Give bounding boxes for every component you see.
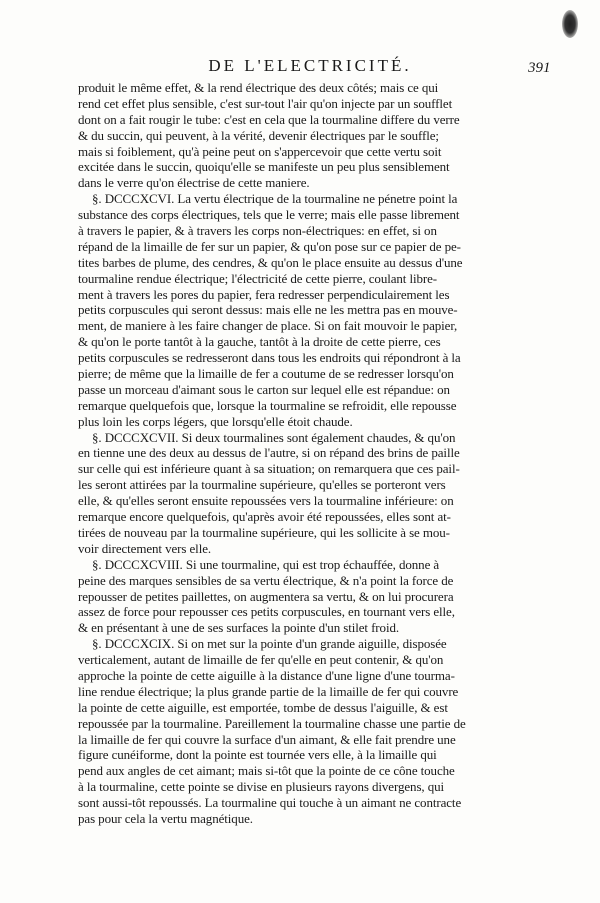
text-line: excitée dans le succin, quoiqu'elle se manifeste un peu plus sensiblement (78, 159, 450, 175)
text-line: pend aux angles de cet aimant; mais si-tôt que la pointe de ce cône touche (78, 763, 455, 779)
text-line: les seront attirées par la tourmaline supérieure, qu'elles se porteront vers (78, 477, 446, 493)
text-line: petits corpuscules se redresseront dans tous les endroits qui répondront à la (78, 350, 461, 366)
text-line: mais si foiblement, qu'à peine peut on s'appercevoir que cette vertu soit (78, 143, 442, 159)
text-line: rend cet effet plus sensible, c'est sur-tout l'air qu'on injecte par un soufflet (78, 95, 453, 111)
page-number: 391 (528, 60, 551, 76)
text-line: remarque quelquefois que, lorsque la tourmaline se refroidit, elle repousse (78, 397, 457, 413)
text-line: sur celle qui est inférieure quant à sa situation; on remarquera que ces pail- (78, 461, 460, 477)
text-line: approche la pointe de cette aiguille à la distance d'une ligne d'une tourma- (78, 667, 455, 683)
text-body (78, 80, 530, 827)
text-line: & du succin, qui peuvent, à la vérité, devenir électriques par le souffle; (78, 127, 439, 143)
text-line: §. DCCCXCVI. La vertu électrique de la tourmaline ne pénetre point la (92, 191, 458, 207)
text-line: la pointe de cette aiguille, est emportée, tombe de dessus l'aiguille, & est (78, 699, 448, 715)
text-line: peine des marques sensibles de sa vertu électrique, & n'a point la force de (78, 572, 454, 588)
text-line: pierre; de même que la limaille de fer a coutume de se redresser lorsqu'on (78, 366, 454, 382)
text-line: §. DCCCXCVII. Si deux tourmalines sont également chaudes, & qu'on (92, 429, 456, 445)
text-line: substance des corps électriques, tels que le verre; mais elle passe librement (78, 207, 460, 223)
text-line: repousser de petites paillettes, on augmentera sa vertu, & on lui procurera (78, 588, 454, 604)
text-line: dans le verre qu'on électrise de cette maniere. (78, 175, 310, 191)
text-line: tirées de nouveau par la tourmaline supérieure, qui les sollicite à se mou- (78, 524, 450, 540)
text-line: pas pour cela la vertu magnétique. (78, 810, 253, 826)
text-line: assez de force pour repousser ces petits corpuscules, en tournant vers elle, (78, 604, 455, 620)
text-line: voir directement vers elle. (78, 540, 212, 556)
text-line: & qu'on le porte tantôt à la gauche, tantôt à la droite de cette pierre, ces (78, 334, 441, 350)
text-line: repoussée par la tourmaline. Pareillement la tourmaline chasse une partie de (78, 715, 466, 731)
text-line: produit le même effet, & la rend électrique des deux côtés; mais ce qui (78, 80, 439, 95)
text-line: à la tourmaline, cette pointe se divise en plusieurs rayons divergens, qui (78, 779, 445, 795)
text-line: tites barbes de plume, des cendres, & qu'on le place ensuite au dessus d'une (78, 254, 463, 270)
text-line: sont aussi-tôt repoussés. La tourmaline qui touche à un aimant ne contracte (78, 795, 462, 811)
text-line: tourmaline rendue électrique; l'électricité de cette pierre, coulant libre- (78, 270, 438, 286)
text-line: la limaille de fer qui couvre la surface d'un aimant, & elle fait prendre une (78, 731, 456, 747)
text-line: ment, de maniere à les faire changer de place. Si on fait mouvoir le papier, (78, 318, 458, 334)
text-line: elle, & qu'elles seront ensuite repoussées vers la tourmaline inférieure: on (78, 493, 454, 509)
text-line: passe un morceau d'aimant sous le carton sur lequel elle est répandue: on (78, 381, 450, 397)
text-line: plus loin les corps légers, que lorsqu'elle étoit chaude. (78, 413, 353, 429)
text-line: §. DCCCXCIX. Si on met sur la pointe d'un grande aiguille, disposée (92, 636, 447, 652)
text-line: répand de la limaille de fer sur un papier, & qu'on pose sur ce papier de pe- (78, 238, 461, 254)
running-title: DE L'ELECTRICITÉ. (208, 56, 412, 75)
text-line: à travers le papier, & à travers les corps non-électriques: en effet, si on (78, 223, 437, 239)
text-line: figure cunéiforme, dont la pointe est tournée vers elle, à la limaille qui (78, 747, 437, 763)
text-line: §. DCCCXCVIII. Si une tourmaline, qui est trop échauffée, donne à (92, 556, 440, 572)
text-line: line rendue électrique; la plus grande partie de la limaille de fer qui couvre (78, 683, 459, 699)
text-line: remarque encore quelquefois, qu'après avoir été repoussées, elles sont at- (78, 509, 451, 525)
text-line: en tienne une des deux au dessus de l'autre, si on répand des brins de paille (78, 445, 460, 461)
ink-blot (562, 10, 578, 38)
text-line: ment à travers les pores du papier, fera redresser perpendiculairement les (78, 286, 450, 302)
text-line: dont on a fait rougir le tube: c'est en cela que la tourmaline differe du verre (78, 111, 460, 127)
text-line: & en présentant à une de ses surfaces la pointe d'un stilet froid. (78, 620, 400, 636)
text-line: petits corpuscules qui seront dessus: mais elle ne les mettra pas en mouve- (78, 302, 458, 318)
text-line: verticalement, autant de limaille de fer qu'elle en peut contenir, & qu'on (78, 652, 444, 668)
